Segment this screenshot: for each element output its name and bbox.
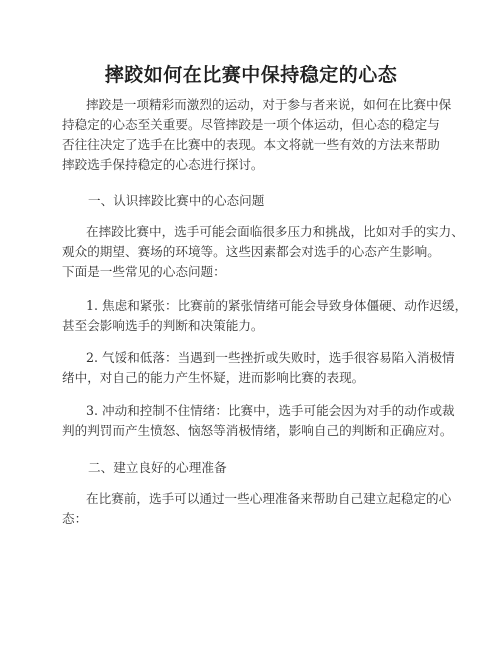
text-line: 甚至会影响选手的判断和决策能力。 [62, 318, 264, 333]
text-line: 2. 气馁和低落：当遇到一些挫折或失败时，选手很容易陷入消极情 [86, 350, 455, 365]
text-line: 下面是一些常见的心态问题： [62, 264, 226, 279]
text-line: 在比赛前，选手可以通过一些心理准备来帮助自己建立起稳定的心 [86, 491, 452, 506]
text-line: 态： [62, 511, 88, 526]
section1-paragraph [62, 222, 464, 282]
text-line: 在摔跤比赛中，选手可能会面临很多压力和挑战，比如对手的实力、 [86, 224, 464, 239]
intro-paragraph [62, 95, 454, 175]
text-line: 持稳定的心态至关重要。尽管摔跤是一项个体运动，但心态的稳定与 [62, 117, 440, 132]
text-line: 绪中，对自己的能力产生怀疑，进而影响比赛的表现。 [62, 370, 365, 385]
list-item-1 [62, 296, 468, 336]
text-line: 摔跤选手保持稳定的心态进行探讨。 [62, 157, 264, 172]
text-line: 判的判罚而产生愤怒、恼怒等消极情绪，影响自己的判断和正确应对。 [62, 423, 453, 438]
text-line: 否往往决定了选手在比赛中的表现。本文将就一些有效的方法来帮助 [62, 137, 440, 152]
text-line: 摔跤是一项精彩而激烈的运动，对于参与者来说，如何在比赛中保 [86, 97, 452, 112]
document-title: 摔跤如何在比赛中保持稳定的心态 [104, 64, 398, 86]
list-item-3 [62, 401, 454, 441]
section-heading-1: 一、认识摔跤比赛中的心态问题 [88, 193, 265, 208]
text-line: 观众的期望、赛场的环境等。这些因素都会对选手的心态产生影响。 [62, 244, 440, 259]
text-line: 3. 冲动和控制不住情绪：比赛中，选手可能会因为对手的动作或裁 [86, 403, 455, 418]
list-item-2 [62, 348, 454, 388]
section-heading-2: 二、建立良好的心理准备 [88, 460, 227, 475]
text-line: 1. 焦虑和紧张：比赛前的紧张情绪可能会导致身体僵硬、动作迟缓， [86, 298, 468, 313]
section2-paragraph [62, 489, 454, 529]
